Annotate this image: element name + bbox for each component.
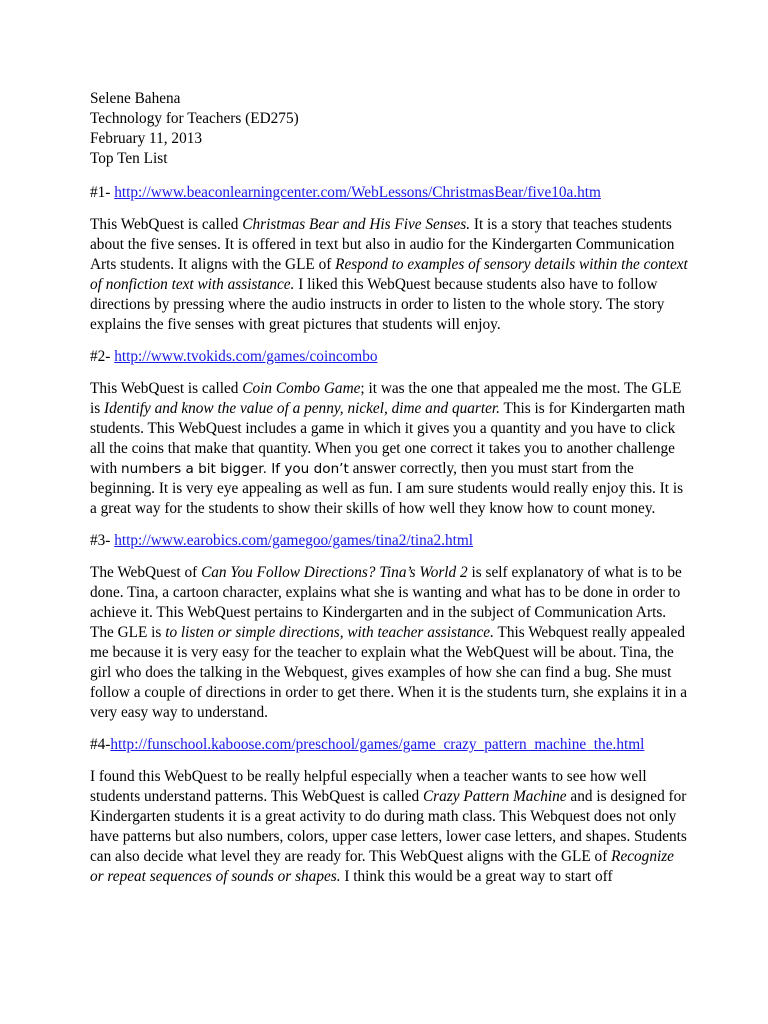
- entry-2-description: [90, 379, 688, 519]
- text-run: This WebQuest is called: [90, 380, 243, 397]
- text-run: ; it was the one that appealed me the most. The GLE is: [90, 380, 682, 417]
- document-title: Top Ten List: [90, 150, 168, 167]
- entry-3-link[interactable]: http://www.earobics.com/gamegoo/games/tina2/tina2.html: [114, 532, 474, 549]
- entry-4-description: [90, 767, 688, 887]
- webquest-title: Coin Combo Game: [242, 380, 361, 397]
- webquest-title: Christmas Bear and His Five Senses.: [242, 216, 471, 233]
- gle-text: to listen or simple directions, with teacher assistance.: [165, 624, 494, 641]
- webquest-title: Can You Follow Directions? Tina’s World 2: [201, 564, 468, 581]
- text-run: I liked this WebQuest because students also have to follow directions by pressing where the audio instructs in order to listen to the whole story. The story explains the five senses with great pictures that students will enjoy.: [90, 276, 665, 333]
- text-run-alt-font: numbers a bit bigger. If you don’t: [121, 461, 349, 477]
- gle-text: Recognize or repeat sequences of sounds or shapes.: [90, 848, 674, 885]
- text-run: It is a story that teaches students about the five senses. It is offered in text but also in audio for the Kindergarten Communication Arts students. It aligns with the GLE of: [90, 216, 675, 273]
- entry-4-link[interactable]: http://funschool.kaboose.com/preschool/games/game_crazy_pattern_machine_the.html: [110, 736, 645, 753]
- gle-text: Identify and know the value of a penny, nickel, dime and quarter.: [104, 400, 500, 417]
- author-name: Selene Bahena: [90, 90, 181, 107]
- document-date: February 11, 2013: [90, 130, 203, 147]
- gle-text: Respond to examples of sensory details within the context of nonfiction text with assistance.: [90, 256, 688, 293]
- entry-number: #4-: [90, 736, 111, 753]
- entry-4-heading: [90, 735, 688, 755]
- entry-1-heading: [90, 183, 688, 203]
- entry-3-description: [90, 563, 688, 723]
- entry-number: #2-: [90, 348, 115, 365]
- entry-3-heading: [90, 531, 688, 551]
- entry-number: #1-: [90, 184, 115, 201]
- course-name: Technology for Teachers (ED275): [90, 110, 299, 127]
- entry-1-description: [90, 215, 688, 335]
- text-run: This Webquest really appealed me because it is very easy for the teacher to explain what the WebQuest will be about. Tina, the girl who does the talking in the Webquest, gives examples of how she can find a bug. She must follow a couple of directions in order to get there. When it is the students turn, she explains it in a very easy way to understand.: [90, 624, 688, 721]
- text-run: answer correctly, then you must start from the beginning. It is very eye appealing as well as fun. I am sure students would really enjoy this. It is a great way for the students to show their skills of how well they know how to count money.: [90, 460, 684, 517]
- entry-2-link[interactable]: http://www.tvokids.com/games/coincombo: [114, 348, 378, 365]
- text-run: and is designed for Kindergarten students it is a great activity to do during math class. This Webquest does not only have patterns but also numbers, colors, upper case letters, lower case letters, and shapes. Students can also decide what level they are ready for. This WebQuest aligns with the GLE of: [90, 788, 687, 865]
- text-run: is self explanatory of what is to be done. Tina, a cartoon character, explains what she is wanting and what has to be done in order to achieve it. This WebQuest pertains to Kindergarten and in the subject of Communication Arts. The GLE is: [90, 564, 682, 641]
- document-header: [90, 89, 688, 169]
- webquest-title: Crazy Pattern Machine: [422, 788, 567, 805]
- text-run: This WebQuest is called: [90, 216, 243, 233]
- entry-number: #3-: [90, 532, 115, 549]
- text-run: I found this WebQuest to be really helpful especially when a teacher wants to see how well students understand patterns. This WebQuest is called: [90, 768, 647, 805]
- text-run: The WebQuest of: [90, 564, 202, 581]
- entry-1-link[interactable]: http://www.beaconlearningcenter.com/WebLessons/ChristmasBear/five10a.htm: [114, 184, 601, 201]
- text-run: This is for Kindergarten math students. This WebQuest includes a game in which it gives you a quantity and you have to click all the coins that make that quantity. When you get one correct it takes you to another challenge with: [90, 400, 686, 477]
- entry-2-heading: [90, 347, 688, 367]
- text-run: I think this would be a great way to start off: [340, 868, 613, 885]
